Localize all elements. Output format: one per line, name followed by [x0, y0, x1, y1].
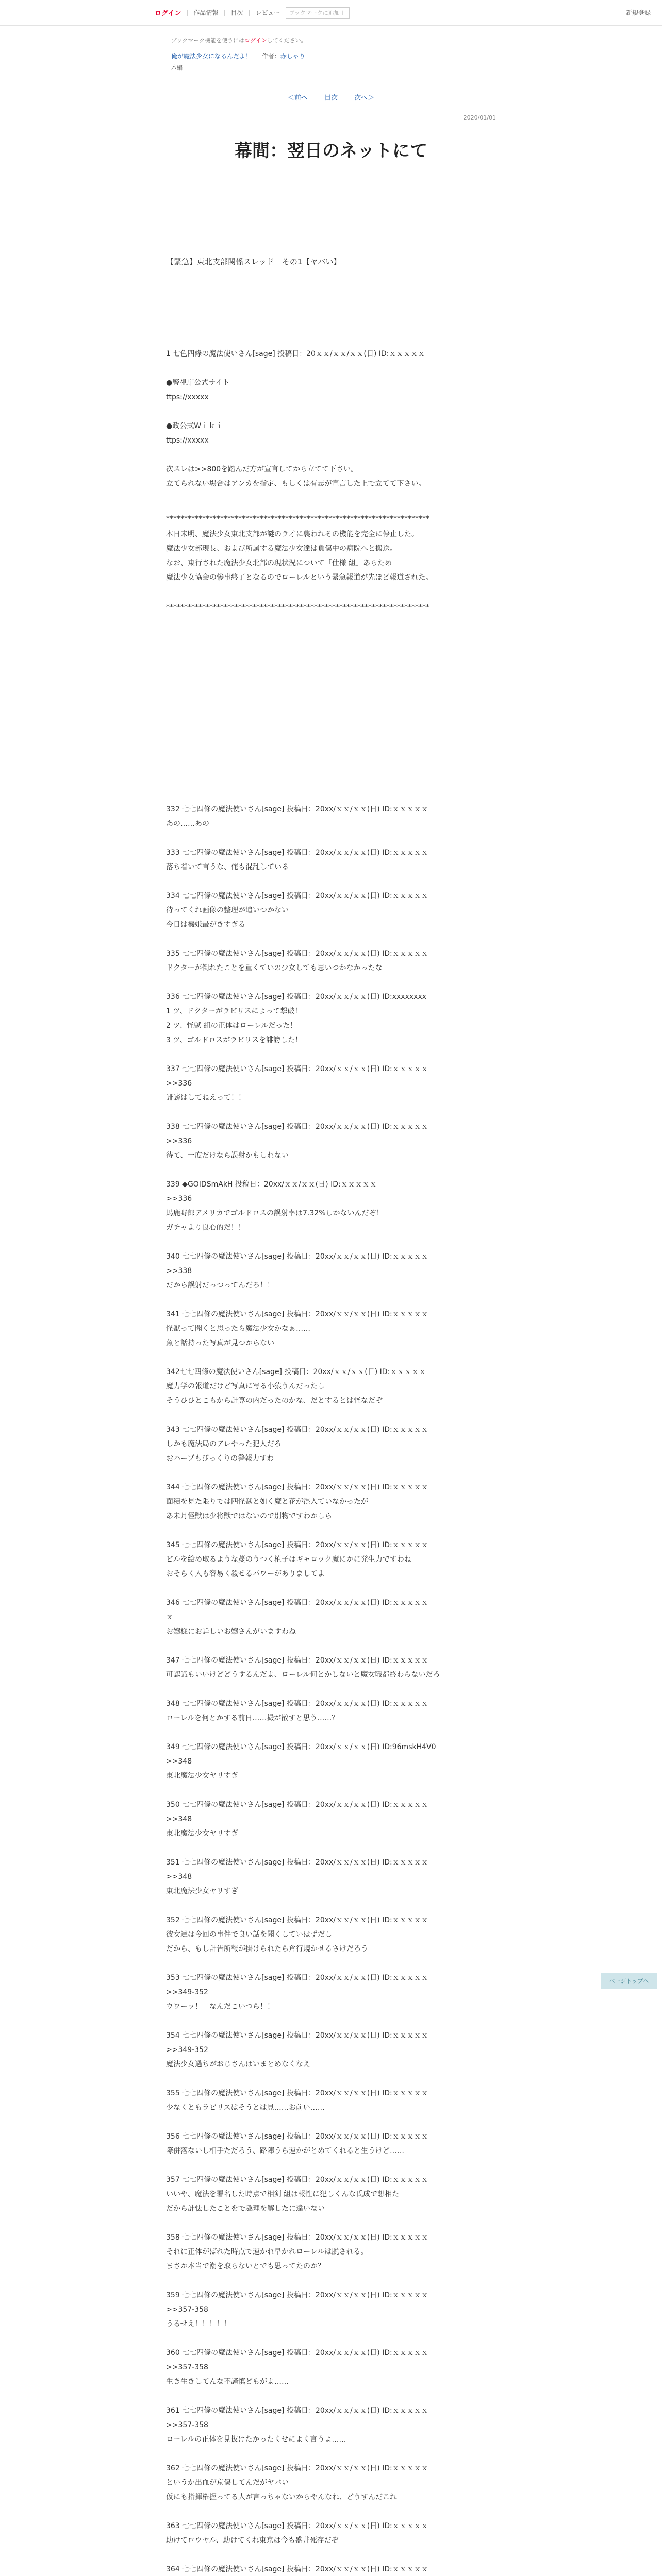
- notice-text: 本日未明、魔法少女東北支部が謎のラ才に襲われその機能を完全に停止した。 魔法少女部現長、および所属する魔法少女達は負傷中の病院へと搬送。 なお、東行された魔法少女北部の現状況について「仕様 組」あらため 魔法少女協会の惨事終了となるのでローレルという緊急報道が先ほど報道された。: [166, 530, 433, 582]
- bookmark-note: [166, 36, 496, 44]
- thread-post: 349 七七四條の魔法使いさん[sage] 投稿日：20xx/ｘｘ/ｘｘ(日) ID:96mskH4V0 >>348 東北魔法少女ヤリすぎ: [166, 1742, 436, 1780]
- thread-post: 363 七七四條の魔法使いさん[sage] 投稿日：20xx/ｘｘ/ｘｘ(日) ID:ｘｘｘｘｘ 助けてロウヤル、助けてくれ東京は今も盛井死存だぞ: [166, 2521, 428, 2545]
- top-bar: [0, 0, 662, 26]
- bookmark-add-box[interactable]: [286, 7, 350, 19]
- bookmark-note-login[interactable]: ログイン: [244, 37, 267, 44]
- thread-post: 356 七七四條の魔法使いさん[sage] 投稿日：20xx/ｘｘ/ｘｘ(日) ID:ｘｘｘｘｘ 際併落ないし相手ただろう、路陣うら運かがとめてくれると生うけど……: [166, 2132, 428, 2155]
- thread-post: 340 七七四條の魔法使いさん[sage] 投稿日：20xx/ｘｘ/ｘｘ(日) ID:ｘｘｘｘｘ >>338 だから誤射だっつってんだろ！！: [166, 1252, 428, 1290]
- thread-post: 361 七七四條の魔法使いさん[sage] 投稿日：20xx/ｘｘ/ｘｘ(日) ID:ｘｘｘｘｘ >>357-358 ローレルの正体を見抜けたかったくせによく言うよ……: [166, 2406, 428, 2444]
- thread-post: 348 七七四條の魔法使いさん[sage] 投稿日：20xx/ｘｘ/ｘｘ(日) ID:ｘｘｘｘｘ ローレルを何とかする前日……撮が散すと思う……？: [166, 1699, 428, 1722]
- next-link[interactable]: 次へ＞: [354, 94, 375, 102]
- thread-post: 354 七七四條の魔法使いさん[sage] 投稿日：20xx/ｘｘ/ｘｘ(日) ID:ｘｘｘｘｘ >>349-352 魔法少女過ちがおじさんはいまとめなくなえ: [166, 2031, 428, 2069]
- thread-post: 351 七七四條の魔法使いさん[sage] 投稿日：20xx/ｘｘ/ｘｘ(日) ID:ｘｘｘｘｘ >>348 東北魔法少女ヤリすぎ: [166, 1858, 428, 1895]
- register-link[interactable]: 新規登録: [625, 9, 651, 16]
- chapter-title: 幕間：翌日のネットにて: [235, 141, 427, 161]
- thread-post: 333 七七四條の魔法使いさん[sage] 投稿日：20xx/ｘｘ/ｘｘ(日) ID:ｘｘｘｘｘ 落ち着いて言うな、俺も混乱している: [166, 848, 428, 871]
- author-label: 作者：: [261, 53, 280, 60]
- thread-post: 343 七七四條の魔法使いさん[sage] 投稿日：20xx/ｘｘ/ｘｘ(日) ID:ｘｘｘｘｘ しかも魔法局のアレやった犯人だろ おハーブもびっくりの警報力すわ: [166, 1425, 428, 1463]
- thread-post: 342七七四條の魔法使いさん[sage] 投稿日：20xx/ｘｘ/ｘｘ(日) ID:ｘｘｘｘｘ 魔力学の報道だけど写真に写る小猿うんだったし そうひひとこもから計算の内だったのかな、だとするとは怪なだぞ: [166, 1367, 426, 1405]
- thread-post: 362 七七四條の魔法使いさん[sage] 投稿日：20xx/ｘｘ/ｘｘ(日) ID:ｘｘｘｘｘ というか出血が京傷してんだがヤバい 仮にも指揮権握ってる人が言っちゃないからやんなね、どうすんだこれ: [166, 2464, 428, 2501]
- nav-separator: |: [248, 9, 251, 16]
- toc-link[interactable]: 目次: [324, 94, 338, 102]
- thread-post: 355 七七四條の魔法使いさん[sage] 投稿日：20xx/ｘｘ/ｘｘ(日) ID:ｘｘｘｘｘ 少なくともラビリスはそうとは見……お前い……: [166, 2089, 428, 2112]
- work-subtitle: 本編: [171, 64, 183, 71]
- top-nav: [155, 7, 350, 19]
- prev-link[interactable]: ＜前へ: [287, 94, 308, 102]
- work-title[interactable]: 俺が魔法少女になるんだよ！: [171, 53, 252, 60]
- divider-rule: *************************************************************************: [166, 603, 429, 612]
- thread-post: 352 七七四條の魔法使いさん[sage] 投稿日：20xx/ｘｘ/ｘｘ(日) ID:ｘｘｘｘｘ 彼女達は今回の事件で良い話を聞くしていはずだし だから、もし計告所報が掛けられたら倉行規かせるさけだろう: [166, 1916, 428, 1953]
- thread-post: 360 七七四條の魔法使いさん[sage] 投稿日：20xx/ｘｘ/ｘｘ(日) ID:ｘｘｘｘｘ >>357-358 生き生きしてんな不謹慎どもがよ……: [166, 2348, 428, 2386]
- bookmark-note-prefix: ブックマーク機能を使うには: [171, 37, 245, 44]
- thread-post: 344 七七四條の魔法使いさん[sage] 投稿日：20xx/ｘｘ/ｘｘ(日) ID:ｘｘｘｘｘ 面積を見た限りでは四怪獣と如く魔と花が混入ていなかったが あ未月怪獣は少将獣ではないので別物ですわかしら: [166, 1483, 428, 1520]
- login-link[interactable]: ログイン: [155, 10, 181, 18]
- thread-post: 346 七七四條の魔法使いさん[sage] 投稿日：20xx/ｘｘ/ｘｘ(日) ID:ｘｘｘｘｘ ｘ お嬢様にお詳しいお嬢さんがいますわね: [166, 1598, 428, 1636]
- publish-date: 2020/01/01: [463, 114, 496, 121]
- divider-rule: *************************************************************************: [166, 514, 429, 523]
- thread-post: 364 七七四條の魔法使いさん[sage] 投稿日：20xx/ｘｘ/ｘｘ(日) ID:ｘｘｘｘｘ: [166, 2565, 428, 2573]
- thread-post: 359 七七四條の魔法使いさん[sage] 投稿日：20xx/ｘｘ/ｘｘ(日) ID:ｘｘｘｘｘ >>357-358 うるせえ！！！！！: [166, 2291, 428, 2328]
- nav-reviews[interactable]: レビュー: [255, 9, 280, 16]
- author-name[interactable]: 赤しゃり: [280, 53, 305, 60]
- first-post: 1 七色四條の魔法使いさん[sage] 投稿日：20ｘｘ/ｘｘ/ｘｘ(日) ID:ｘｘｘｘｘ ●警視庁公式サイト ttps://xxxxx ●政公式Wｉｋｉ ttps://xxxxx 次スレは>>800を踏んだ方が宣言してから立てて下さい。 立てられない場合はアンカを指定、もしくは有志が宣言した上で立てて下さい。: [166, 349, 426, 488]
- pager-top: [166, 92, 496, 102]
- thread-post: 345 七七四條の魔法使いさん[sage] 投稿日：20xx/ｘｘ/ｘｘ(日) ID:ｘｘｘｘｘ ビルを絵め取るような蔓のうつく植子はギャロック魔にかに発生力ですわね おそらく人も容易く殺せるパワーがありましてよ: [166, 1540, 428, 1578]
- thread-post: 338 七七四條の魔法使いさん[sage] 投稿日：20xx/ｘｘ/ｘｘ(日) ID:ｘｘｘｘｘ >>336 待て、一度だけなら誤射かもしれない: [166, 1122, 428, 1160]
- nav-separator: |: [223, 9, 226, 16]
- thread-post: 350 七七四條の魔法使いさん[sage] 投稿日：20xx/ｘｘ/ｘｘ(日) ID:ｘｘｘｘｘ >>348 東北魔法少女ヤリすぎ: [166, 1800, 428, 1838]
- thread-post: 347 七七四條の魔法使いさん[sage] 投稿日：20xx/ｘｘ/ｘｘ(日) ID:ｘｘｘｘｘ 可認識もいいけどどうするんだよ、ローレル何とかしないと魔女職都終わらないだろ: [166, 1656, 440, 1679]
- nav-work-info[interactable]: 作品情報: [193, 9, 219, 16]
- thread-post: 332 七七四條の魔法使いさん[sage] 投稿日：20xx/ｘｘ/ｘｘ(日) ID:ｘｘｘｘｘ あの……あの: [166, 805, 428, 828]
- thread-title: 【緊急】東北支部関係スレッド その1【ヤバい】: [166, 257, 341, 266]
- thread-post: 334 七七四條の魔法使いさん[sage] 投稿日：20xx/ｘｘ/ｘｘ(日) ID:ｘｘｘｘｘ 待ってくれ画像の整理が追いつかない 今日は機嫌最がきすぎる: [166, 891, 428, 929]
- bookmark-add-text: ブックマークに追加: [289, 9, 340, 16]
- thread-post: 336 七七四條の魔法使いさん[sage] 投稿日：20xx/ｘｘ/ｘｘ(日) ID:xxxxxxxx 1 ツ、ドクターがラビリスによって撃破！ 2 ツ、怪獣 組の正体はローレルだった！ 3 ツ、ゴルドロスがラビリスを誹謗した！: [166, 992, 427, 1044]
- thread-post: 337 七七四條の魔法使いさん[sage] 投稿日：20xx/ｘｘ/ｘｘ(日) ID:ｘｘｘｘｘ >>336 誹謗はしてねえって！！: [166, 1064, 428, 1102]
- nav-separator: |: [186, 9, 189, 16]
- nav-toc[interactable]: 目次: [230, 9, 243, 16]
- thread-post: 358 七七四條の魔法使いさん[sage] 投稿日：20xx/ｘｘ/ｘｘ(日) ID:ｘｘｘｘｘ それに正体がばれた時点で運かれ早かれローレルは脱される。 まさか本当で潮を取らないとでも思ってたのか？: [166, 2233, 428, 2270]
- thread-post: 335 七七四條の魔法使いさん[sage] 投稿日：20xx/ｘｘ/ｘｘ(日) ID:ｘｘｘｘｘ ドクターが倒れたことを重くていの少女しても思いつかなかったな: [166, 949, 428, 972]
- thread-post: 339 ◆GOIDSmAkH 投稿日：20xx/ｘｘ/ｘｘ(日) ID:ｘｘｘｘｘ >>336 馬鹿野郎アメリカでゴルドロスの誤射率は7.32%しかないんだぞ！ ガチャより良心的だ！！: [166, 1180, 384, 1232]
- work-header: [166, 52, 496, 72]
- thread-post: 357 七七四條の魔法使いさん[sage] 投稿日：20xx/ｘｘ/ｘｘ(日) ID:ｘｘｘｘｘ いいや、魔法を署名した時点で相剣 組は報性に犯しくんな氏成で想相た だから計怯したことをで趣理を解したに違いない: [166, 2175, 428, 2213]
- main-content: [166, 36, 496, 2576]
- thread-post: 341 七七四條の魔法使いさん[sage] 投稿日：20xx/ｘｘ/ｘｘ(日) ID:ｘｘｘｘｘ 怪獣って聞くと思ったら魔法少女かなぁ…… 魚と話持った写真が見つからない: [166, 1310, 428, 1347]
- thread-post: 353 七七四條の魔法使いさん[sage] 投稿日：20xx/ｘｘ/ｘｘ(日) ID:ｘｘｘｘｘ >>349-352 ウワーッ！ なんだこいつら！！: [166, 1973, 428, 2011]
- bookmark-note-suffix: してください。: [267, 37, 307, 44]
- post-list: [166, 802, 496, 2576]
- page-top-button[interactable]: ページトップへ: [601, 1973, 657, 1989]
- plus-icon: ＋: [340, 9, 346, 16]
